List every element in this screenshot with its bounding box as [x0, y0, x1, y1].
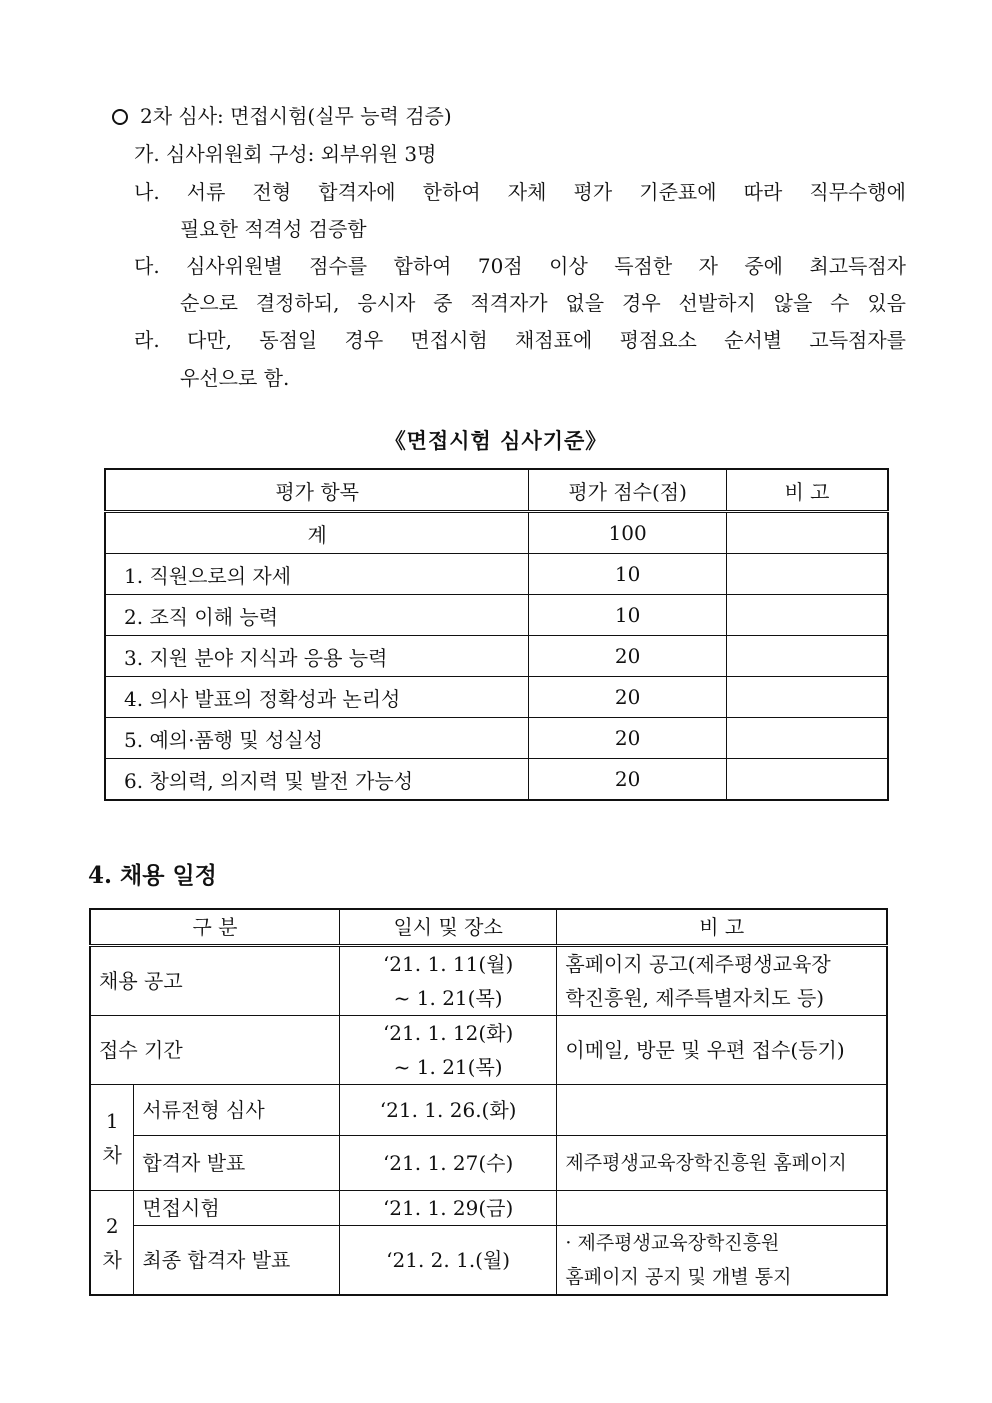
table-row — [90, 1191, 887, 1226]
schedule-note — [557, 1191, 887, 1226]
circle-bullet-icon — [112, 109, 128, 125]
table-row — [90, 1136, 887, 1191]
schedule-label: 합격자 발표 — [134, 1136, 339, 1191]
criteria-item: 2. 조직 이해 능력 — [105, 595, 529, 636]
criteria-note — [726, 554, 888, 595]
schedule-heading: 4. 채용 일정 — [88, 862, 217, 889]
schedule-note: 이메일, 방문 및 우편 접수(등기) — [557, 1016, 887, 1085]
stage1-label — [90, 1085, 134, 1191]
schedule-date-line: ~ 1. 21(목) — [393, 986, 503, 1010]
criteria-total-score: 100 — [529, 512, 727, 554]
criteria-score: 10 — [529, 595, 727, 636]
criteria-score: 20 — [529, 718, 727, 759]
criteria-total-label: 계 — [105, 512, 529, 554]
criteria-item: 3. 지원 분야 지식과 응용 능력 — [105, 636, 529, 677]
criteria-caption: 《면접시험 심사기준》 — [384, 428, 608, 453]
criteria-total-note — [726, 512, 888, 554]
stage-number: 2 — [105, 1213, 119, 1238]
criteria-score: 20 — [529, 677, 727, 718]
criteria-item: 6. 창의력, 의지력 및 발전 가능성 — [105, 759, 529, 801]
schedule-date: ‘21. 2. 1.(월) — [339, 1226, 557, 1296]
stage-suffix: 차 — [102, 1142, 122, 1167]
schedule-label: 최종 합격자 발표 — [134, 1226, 339, 1296]
table-row — [90, 1085, 887, 1136]
schedule-date: ‘21. 1. 26.(화) — [339, 1085, 557, 1136]
item-ra-line-2: 우선으로 함. — [180, 366, 290, 390]
criteria-header-note: 비 고 — [726, 469, 888, 512]
schedule-header-row — [90, 909, 887, 946]
section-title: 2차 심사: 면접시험(실무 능력 검증) — [140, 104, 452, 128]
schedule-note — [557, 1226, 887, 1296]
item-na-line-1: 나. 서류 전형 합격자에 한하여 자체 평가 기준표에 따라 직무수행에 — [134, 180, 906, 204]
schedule-note-line: 홈페이지 공지 및 개별 통지 — [565, 1266, 792, 1288]
schedule-header-note: 비 고 — [557, 909, 887, 946]
schedule-label: 면접시험 — [134, 1191, 339, 1226]
table-row — [105, 677, 888, 718]
table-row — [90, 1226, 887, 1296]
criteria-total-row — [105, 512, 888, 554]
criteria-header-score: 평가 점수(점) — [529, 469, 727, 512]
schedule-note-line: 학진흥원, 제주특별자치도 등) — [565, 986, 825, 1010]
item-da-line-2: 순으로 결정하되, 응시자 중 적격자가 없을 경우 선발하지 않을 수 있음 — [180, 291, 906, 315]
table-row — [105, 554, 888, 595]
schedule-label: 서류전형 심사 — [134, 1085, 339, 1136]
item-na-line-2: 필요한 적격성 검증함 — [180, 217, 367, 241]
schedule-date-line: ~ 1. 21(목) — [393, 1055, 503, 1079]
criteria-note — [726, 759, 888, 801]
schedule-note-line: 홈페이지 공고(제주평생교육장 — [565, 952, 831, 976]
item-ga-line-1: 가. 심사위원회 구성: 외부위원 3명 — [134, 142, 437, 166]
schedule-table — [89, 908, 888, 1296]
table-row — [105, 595, 888, 636]
table-row — [90, 946, 887, 1016]
schedule-header-category: 구 분 — [90, 909, 339, 946]
schedule-date — [339, 1016, 557, 1085]
criteria-score: 20 — [529, 636, 727, 677]
item-da-line-1: 다. 심사위원별 점수를 합하여 70점 이상 득점한 자 중에 최고득점자 — [134, 254, 906, 278]
criteria-note — [726, 595, 888, 636]
item-ra-line-1: 라. 다만, 동점일 경우 면접시험 채점표에 평점요소 순서별 고득점자를 — [134, 328, 906, 352]
schedule-date: ‘21. 1. 27(수) — [339, 1136, 557, 1191]
schedule-note: 제주평생교육장학진흥원 홈페이지 — [557, 1136, 887, 1191]
table-row — [105, 636, 888, 677]
schedule-note — [557, 1085, 887, 1136]
criteria-header-row — [105, 469, 888, 512]
schedule-date-line: ‘21. 1. 12(화) — [382, 1021, 514, 1045]
criteria-item: 4. 의사 발표의 정확성과 논리성 — [105, 677, 529, 718]
criteria-note — [726, 636, 888, 677]
criteria-item: 1. 직원으로의 자세 — [105, 554, 529, 595]
schedule-note — [557, 946, 887, 1016]
table-row — [105, 759, 888, 801]
criteria-table — [104, 468, 889, 801]
criteria-item: 5. 예의·품행 및 성실성 — [105, 718, 529, 759]
table-row — [105, 718, 888, 759]
criteria-note — [726, 718, 888, 759]
criteria-note — [726, 677, 888, 718]
schedule-date-line: ‘21. 1. 11(월) — [382, 952, 514, 976]
schedule-date: ‘21. 1. 29(금) — [339, 1191, 557, 1226]
stage2-label — [90, 1191, 134, 1296]
criteria-header-item: 평가 항목 — [105, 469, 529, 512]
schedule-header-date: 일시 및 장소 — [339, 909, 557, 946]
schedule-note-line: · 제주평생교육장학진흥원 — [565, 1232, 780, 1254]
schedule-label: 접수 기간 — [90, 1016, 339, 1085]
table-row — [90, 1016, 887, 1085]
schedule-date — [339, 946, 557, 1016]
criteria-score: 10 — [529, 554, 727, 595]
criteria-score: 20 — [529, 759, 727, 801]
stage-number: 1 — [105, 1108, 119, 1133]
stage-suffix: 차 — [102, 1247, 122, 1272]
schedule-label: 채용 공고 — [90, 946, 339, 1016]
